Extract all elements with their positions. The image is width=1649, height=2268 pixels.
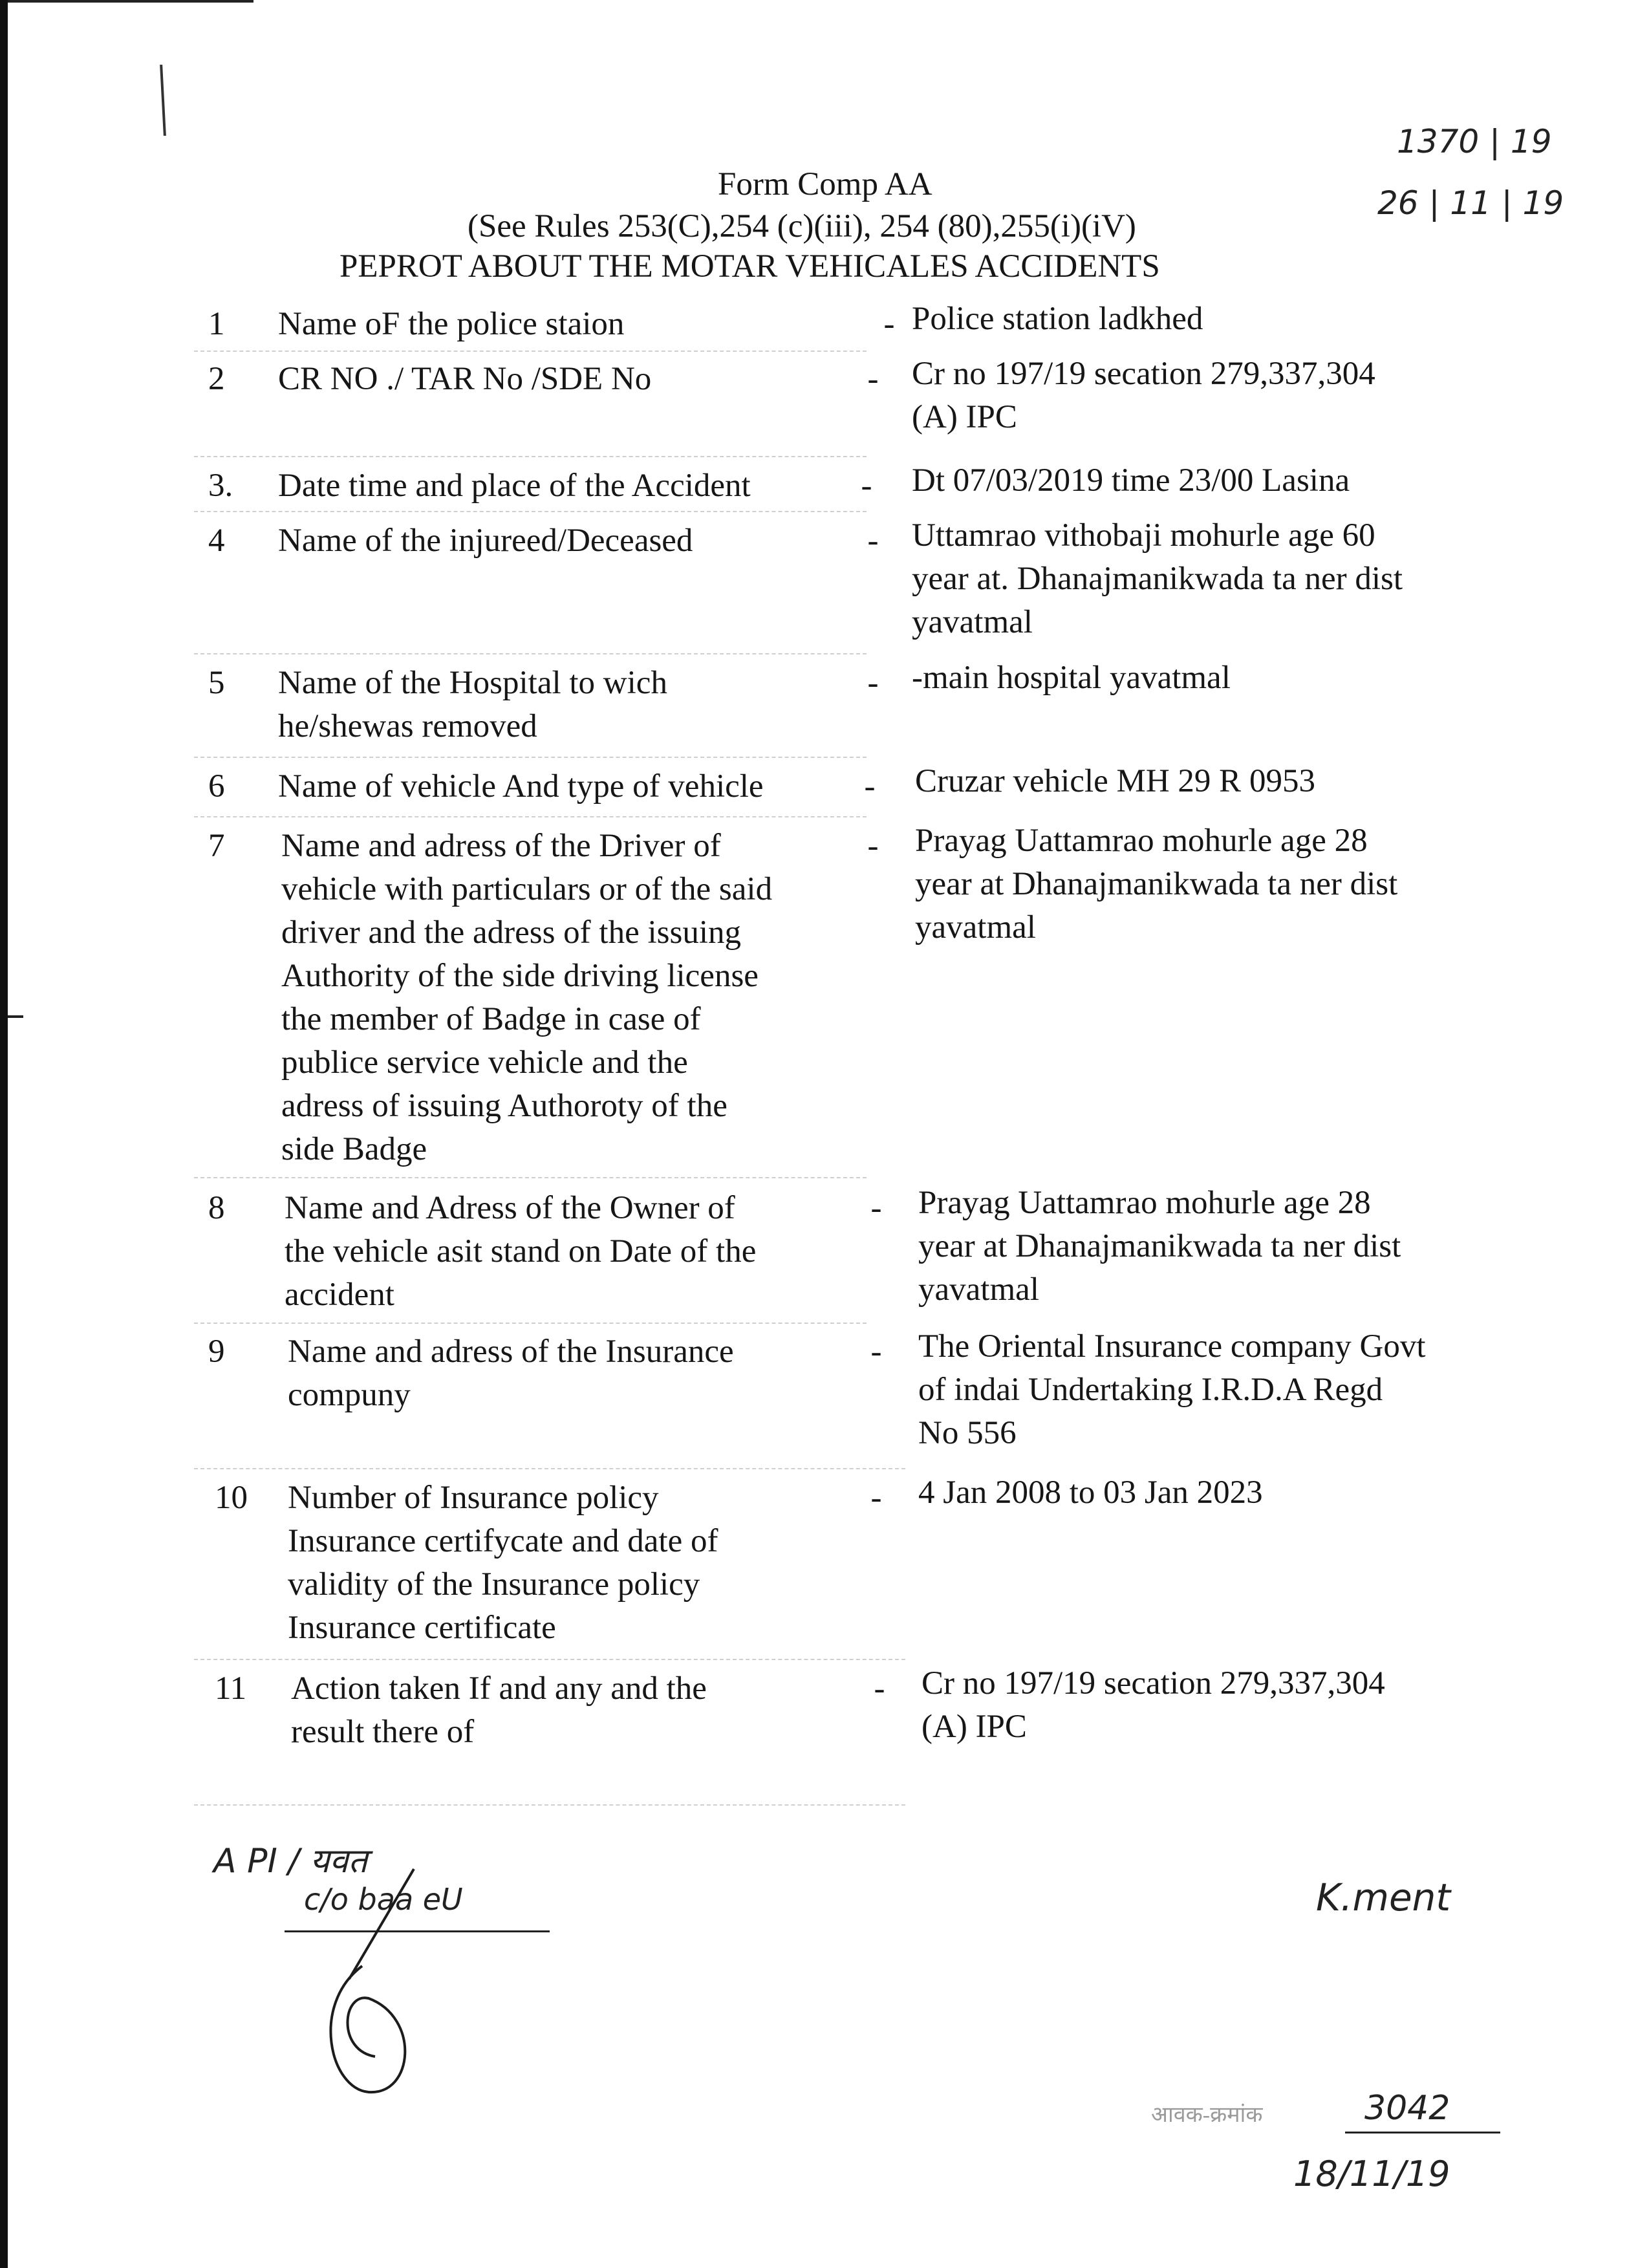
row-label: Name oF the police staion <box>278 306 625 342</box>
right-signature: K.ment <box>1316 1875 1451 1919</box>
row-number: 2 <box>208 361 225 397</box>
row-dash: - <box>874 1670 885 1707</box>
row-separator <box>194 1804 905 1806</box>
inward-number-underline <box>1345 2132 1500 2133</box>
top-left-mark <box>8 0 253 3</box>
row-dash: - <box>870 1334 882 1370</box>
row-number: 10 <box>215 1480 248 1516</box>
rules-reference: (See Rules 253(C),254 (c)(iii), 254 (80),255(i)(iV) <box>468 208 1136 244</box>
officer-signature-sub: c/o baa eU <box>304 1882 463 1917</box>
row-label: Name of the Hospital to wich he/shewas removed <box>278 665 667 744</box>
row-value: Prayag Uattamrao mohurle age 28 year at Dhanajmanikwada ta ner dist yavatmal <box>915 823 1398 945</box>
row-label: Action taken If and any and the result there of <box>291 1670 707 1750</box>
row-number: 5 <box>208 665 225 701</box>
row-separator <box>194 1323 867 1324</box>
row-label: CR NO ./ TAR No /SDE No <box>278 361 652 397</box>
row-value: Cr no 197/19 secation 279,337,304 (A) IPC <box>921 1665 1385 1745</box>
row-number: 7 <box>208 828 225 864</box>
row-number: 1 <box>208 306 225 342</box>
inward-date: 18/11/19 <box>1293 2154 1450 2194</box>
row-value: Police station ladkhed <box>912 301 1203 337</box>
left-edge-tick <box>8 1015 23 1018</box>
row-dash: - <box>883 306 895 342</box>
corner-scribble <box>160 65 166 136</box>
row-label: Number of Insurance policy Insurance certifycate and date of validity of the Insurance policy Insurance certificate <box>288 1480 718 1646</box>
stamp-date-top: 26 | 11 | 19 <box>1377 184 1564 222</box>
row-dash: - <box>870 1190 882 1226</box>
row-value: 4 Jan 2008 to 03 Jan 2023 <box>918 1474 1263 1511</box>
inward-number: 3042 <box>1364 2089 1450 2128</box>
row-separator <box>194 456 867 457</box>
row-dash: - <box>867 665 879 701</box>
row-dash: - <box>867 361 879 397</box>
row-separator <box>194 757 867 758</box>
row-separator <box>194 653 867 654</box>
row-value: Cruzar vehicle MH 29 R 0953 <box>915 763 1315 799</box>
row-separator <box>194 351 867 352</box>
row-number: 6 <box>208 768 225 805</box>
officer-signature-text: A PI / यवत <box>213 1842 368 1881</box>
row-value: Cr no 197/19 secation 279,337,304 (A) IPC <box>912 356 1375 435</box>
row-label: Date time and place of the Accident <box>278 468 751 504</box>
form-name: Form Comp AA <box>718 166 932 202</box>
row-number: 4 <box>208 523 225 559</box>
row-separator <box>194 511 867 512</box>
row-number: 11 <box>215 1670 247 1707</box>
row-value: Dt 07/03/2019 time 23/00 Lasina <box>912 462 1350 499</box>
row-number: 8 <box>208 1190 225 1226</box>
left-border-line <box>0 0 8 2268</box>
row-label: Name and adress of the Insurance compuny <box>288 1334 734 1413</box>
row-dash: - <box>867 523 879 559</box>
row-label: Name of vehicle And type of vehicle <box>278 768 764 805</box>
row-separator <box>194 1659 905 1660</box>
row-dash: - <box>861 468 872 504</box>
row-dash: - <box>867 828 879 864</box>
officer-signature <box>272 1863 479 2102</box>
row-value: -main hospital yavatmal <box>912 660 1231 696</box>
row-number: 3. <box>208 468 233 504</box>
row-separator <box>194 1177 867 1178</box>
row-value: Uttamrao vithobaji mohurle age 60 year at. Dhanajmanikwada ta ner dist yavatmal <box>912 517 1403 640</box>
row-label: Name and Adress of the Owner of the vehicle asit stand on Date of the accident <box>285 1190 757 1313</box>
row-dash: - <box>864 768 876 805</box>
row-number: 9 <box>208 1334 225 1370</box>
row-label: Name and adress of the Driver of vehicle with particulars or of the said driver and the adress of the issuing Authority of the side driving license the member of Badge in case of publice service vehicle and the adress of issuing Authoroty of the side Badge <box>281 828 773 1167</box>
form-title: PEPROT ABOUT THE MOTAR VEHICALES ACCIDENTS <box>339 248 1160 285</box>
stamp-number-top: 1370 | 19 <box>1397 123 1552 160</box>
row-dash: - <box>870 1480 882 1516</box>
row-label: Name of the injureed/Deceased <box>278 523 693 559</box>
inward-stamp-label: आवक-क्रमांक <box>1151 2103 1263 2127</box>
row-value: Prayag Uattamrao mohurle age 28 year at Dhanajmanikwada ta ner dist yavatmal <box>918 1185 1401 1308</box>
row-separator <box>194 1468 905 1469</box>
row-value: The Oriental Insurance company Govt of indai Undertaking I.R.D.A Regd No 556 <box>918 1328 1426 1451</box>
row-separator <box>194 816 867 817</box>
